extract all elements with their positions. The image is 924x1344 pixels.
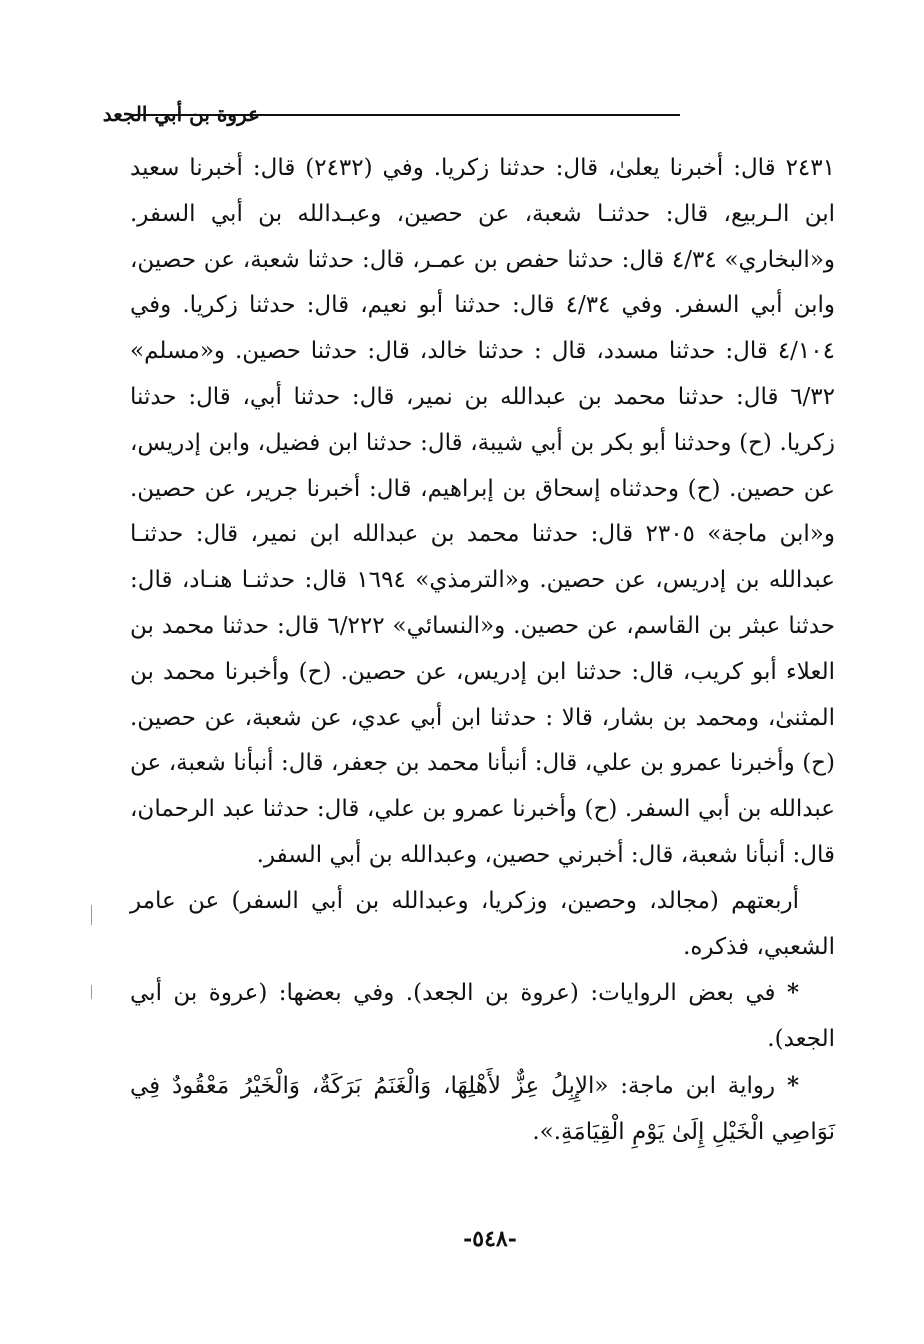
margin-mark (91, 905, 92, 925)
note-riwayat-text: في بعض الروايات: (عروة بن الجعد). وفي بعضها: (عروة بن أبي الجعد). (130, 980, 835, 1053)
paragraph-four-narrators: أربعتهم (مجالد، وحصين، وزكريا، وعبدالله بن أبي السفر) عن عامر الشعبي، فذكره. (130, 887, 835, 960)
paragraph-hadith-sources: ٢٤٣١ قال: أخبرنا يعلىٰ، قال: حدثنا زكريا. وفي (٢٤٣٢) قال: أخبرنا سعيد ابن الـربيع، قال: حدثنـا شعبة، عن حصين، وعبـدالله بن أبي السفر. و«البخاري» ٤/٣٤ قال: حدثنا حفص بن عمـر، قال: حدثنا شعبة، عن حصين، وابن أبي السفر. وفي ٤/٣٤ قال: حدثنا أبو نعيم، قال: حدثنا زكريا. وفي ٤/١٠٤ قال: حدثنا مسدد، قال : حدثنا خالد، قال: حدثنا حصين. و«مسلم» ٦/٣٢ قال: حدثنا محمد بن عبدالله بن نمير، قال: حدثنا أبي، قال: حدثنا زكريا. (ح) وحدثنا أبو بكر بن أبي شيبة، قال: حدثنا ابن فضيل، وابن إدريس، عن حصين. (ح) وحدثناه إسحاق بن إبراهيم، قال: أخبرنا جرير، عن حصين. و«ابن ماجة» ٢٣٠٥ قال: حدثنا محمد بن عبدالله ابن نمير، قال: حدثنـا عبدالله بن إدريس، عن حصين. و«الترمذي» ١٦٩٤ قال: حدثنـا هنـاد، قال: حدثنا عبثر بن القاسم، عن حصين. و«النسائي» ٦/٢٢٢ قال: حدثنا محمد بن العلاء أبو كريب، قال: حدثنا ابن إدريس، عن حصين. (ح) وأخبرنا محمد بن المثنىٰ، ومحمد بن بشار، قالا : حدثنا ابن أبي عدي، عن شعبة، عن حصين. (ح) وأخبرنا عمرو بن علي، قال: أنبأنا محمد بن جعفر، قال: أنبأنا شعبة، عن عبدالله بن أبي السفر. (ح) وأخبرنا عمرو بن علي، قال: حدثنا عبد الرحمان، قال: أنبأنا شعبة، قال: أخبرني حصين، وعبدالله بن أبي السفر. (130, 155, 836, 868)
note-ibn-majah-text: رواية ابن ماجة: «الإِبِلُ عِزٌّ لأَهْلِهَا، وَالْغَنَمُ بَرَكَةٌ، وَالْخَيْرُ مَعْقُودٌ فِي نَوَاصِي الْخَيْلِ إِلَىٰ يَوْمِ الْقِيَامَةِ.». (130, 1072, 835, 1145)
note-star: * (786, 979, 799, 1007)
header-rule (130, 114, 680, 116)
body-text (130, 146, 835, 1156)
margin-mark (91, 985, 92, 999)
note-star: * (786, 1071, 800, 1099)
paragraph-note-ibn-majah (130, 1063, 835, 1156)
running-header (102, 96, 830, 136)
header-title: عروة بن أبي الجعد (102, 102, 260, 126)
paragraph-note-riwayat (130, 970, 835, 1063)
page-number: -٥٤٨- (463, 1226, 517, 1252)
